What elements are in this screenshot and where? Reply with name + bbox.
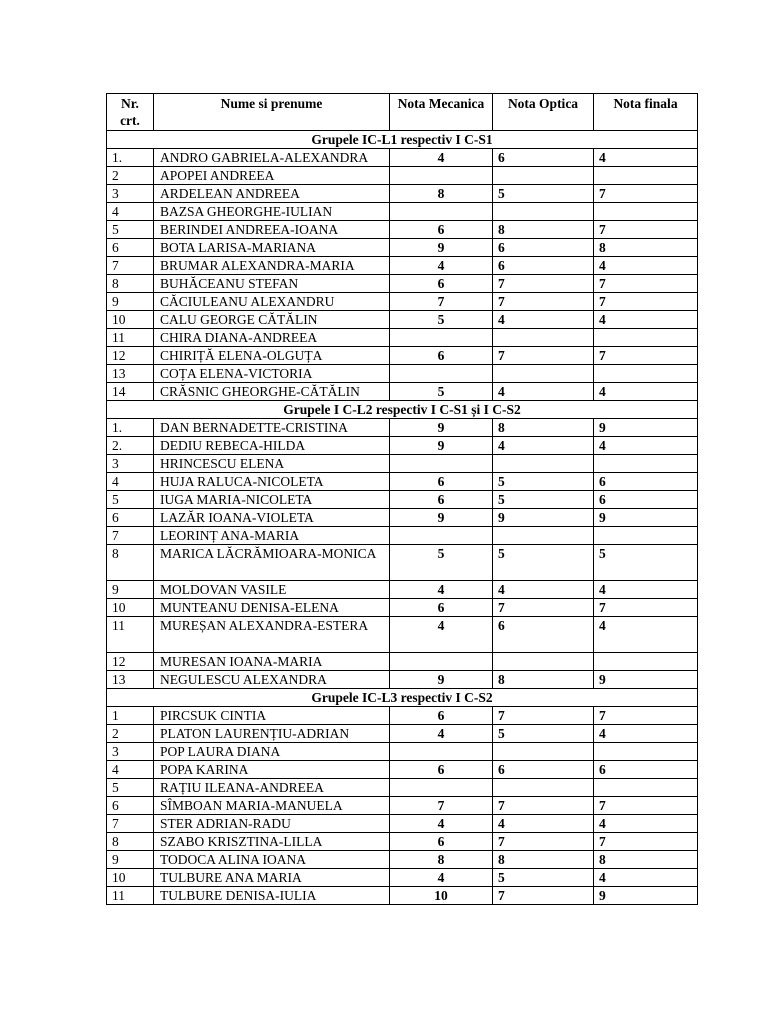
grade-optica: 7 — [493, 887, 594, 905]
grade-mecanica — [390, 167, 493, 185]
table-row — [107, 239, 698, 257]
group-title: Grupele IC-L3 respectiv I C-S2 — [107, 689, 698, 707]
grade-finala: 7 — [594, 599, 698, 617]
row-number: 4 — [107, 203, 154, 221]
row-number: 7 — [107, 257, 154, 275]
student-name: LEORINȚ ANA-MARIA — [154, 527, 390, 545]
row-number: 2. — [107, 437, 154, 455]
table-row — [107, 455, 698, 473]
header-nr: Nr. crt. — [107, 94, 154, 131]
student-name: BUHĂCEANU STEFAN — [154, 275, 390, 293]
student-name: CHIRIȚĂ ELENA-OLGUȚA — [154, 347, 390, 365]
grade-finala: 4 — [594, 311, 698, 329]
grade-mecanica: 4 — [390, 617, 493, 653]
row-number: 1 — [107, 707, 154, 725]
grade-finala: 4 — [594, 437, 698, 455]
table-row — [107, 797, 698, 815]
grade-optica: 5 — [493, 473, 594, 491]
student-name: MUREȘAN ALEXANDRA-ESTERA — [154, 617, 390, 653]
grade-finala: 6 — [594, 491, 698, 509]
grade-optica: 9 — [493, 509, 594, 527]
header-row — [107, 94, 698, 131]
table-row — [107, 671, 698, 689]
grade-finala: 8 — [594, 851, 698, 869]
table-row — [107, 509, 698, 527]
student-name: CRĂSNIC GHEORGHE-CĂTĂLIN — [154, 383, 390, 401]
grade-optica: 7 — [493, 293, 594, 311]
row-number: 9 — [107, 581, 154, 599]
grade-optica: 8 — [493, 851, 594, 869]
grade-optica — [493, 329, 594, 347]
grade-finala — [594, 527, 698, 545]
grade-optica: 7 — [493, 707, 594, 725]
grade-finala — [594, 203, 698, 221]
grade-mecanica — [390, 743, 493, 761]
grade-optica: 4 — [493, 815, 594, 833]
student-name: STER ADRIAN-RADU — [154, 815, 390, 833]
student-name: CĂCIULEANU ALEXANDRU — [154, 293, 390, 311]
table-row — [107, 221, 698, 239]
grade-finala: 7 — [594, 833, 698, 851]
table-row — [107, 293, 698, 311]
row-number: 4 — [107, 761, 154, 779]
grade-optica: 8 — [493, 671, 594, 689]
student-name: MURESAN IOANA-MARIA — [154, 653, 390, 671]
student-name: BRUMAR ALEXANDRA-MARIA — [154, 257, 390, 275]
row-number: 9 — [107, 293, 154, 311]
grade-optica: 5 — [493, 725, 594, 743]
table-row — [107, 545, 698, 581]
student-name: SZABO KRISZTINA-LILLA — [154, 833, 390, 851]
grade-optica — [493, 653, 594, 671]
group-row — [107, 401, 698, 419]
group-title: Grupele I C-L2 respectiv I C-S1 și I C-S2 — [107, 401, 698, 419]
grade-mecanica: 4 — [390, 725, 493, 743]
row-number: 10 — [107, 599, 154, 617]
grades-table — [106, 93, 698, 905]
grade-optica: 7 — [493, 797, 594, 815]
grade-finala: 7 — [594, 347, 698, 365]
row-number: 3 — [107, 743, 154, 761]
row-number: 5 — [107, 221, 154, 239]
grade-mecanica: 5 — [390, 545, 493, 581]
table-row — [107, 419, 698, 437]
grade-finala: 7 — [594, 185, 698, 203]
student-name: TULBURE ANA MARIA — [154, 869, 390, 887]
student-name: POPA KARINA — [154, 761, 390, 779]
table-row — [107, 851, 698, 869]
row-number: 6 — [107, 239, 154, 257]
grade-finala: 6 — [594, 473, 698, 491]
grade-mecanica: 6 — [390, 707, 493, 725]
grade-finala — [594, 743, 698, 761]
grade-optica — [493, 203, 594, 221]
group-row — [107, 131, 698, 149]
grade-optica — [493, 365, 594, 383]
student-name: HUJA RALUCA-NICOLETA — [154, 473, 390, 491]
grade-mecanica — [390, 455, 493, 473]
table-row — [107, 167, 698, 185]
grade-mecanica: 9 — [390, 671, 493, 689]
grade-finala — [594, 779, 698, 797]
row-number: 2 — [107, 725, 154, 743]
grade-mecanica: 4 — [390, 869, 493, 887]
grade-finala: 7 — [594, 797, 698, 815]
grade-optica — [493, 455, 594, 473]
grade-finala: 7 — [594, 221, 698, 239]
grade-mecanica: 4 — [390, 815, 493, 833]
grade-mecanica: 6 — [390, 833, 493, 851]
grade-finala: 4 — [594, 815, 698, 833]
row-number: 14 — [107, 383, 154, 401]
student-name: LAZĂR IOANA-VIOLETA — [154, 509, 390, 527]
grade-mecanica: 6 — [390, 761, 493, 779]
header-finala: Nota finala — [594, 94, 698, 131]
student-name: CALU GEORGE CĂTĂLIN — [154, 311, 390, 329]
grade-finala: 6 — [594, 761, 698, 779]
student-name: SÎMBOAN MARIA-MANUELA — [154, 797, 390, 815]
student-name: PLATON LAURENȚIU-ADRIAN — [154, 725, 390, 743]
grade-finala — [594, 455, 698, 473]
grade-mecanica: 6 — [390, 491, 493, 509]
row-number: 8 — [107, 833, 154, 851]
grade-optica: 6 — [493, 239, 594, 257]
header-mecanica: Nota Mecanica — [390, 94, 493, 131]
grade-mecanica: 5 — [390, 311, 493, 329]
student-name: TODOCA ALINA IOANA — [154, 851, 390, 869]
grade-mecanica: 4 — [390, 149, 493, 167]
table-row — [107, 383, 698, 401]
table-row — [107, 653, 698, 671]
grade-finala: 9 — [594, 887, 698, 905]
row-number: 6 — [107, 797, 154, 815]
table-row — [107, 581, 698, 599]
grade-optica: 5 — [493, 869, 594, 887]
table-row — [107, 725, 698, 743]
grade-mecanica: 9 — [390, 419, 493, 437]
table-row — [107, 761, 698, 779]
table-row — [107, 365, 698, 383]
student-name: BERINDEI ANDREEA-IOANA — [154, 221, 390, 239]
student-name: MARICA LĂCRĂMIOARA-MONICA — [154, 545, 390, 581]
grade-finala — [594, 329, 698, 347]
table-row — [107, 599, 698, 617]
table-row — [107, 527, 698, 545]
grade-mecanica — [390, 365, 493, 383]
row-number: 7 — [107, 815, 154, 833]
table-row — [107, 329, 698, 347]
student-name: CHIRA DIANA-ANDREEA — [154, 329, 390, 347]
grade-finala: 4 — [594, 257, 698, 275]
grade-finala: 7 — [594, 707, 698, 725]
row-number: 12 — [107, 653, 154, 671]
student-name: DAN BERNADETTE-CRISTINA — [154, 419, 390, 437]
grade-finala — [594, 653, 698, 671]
grade-optica: 5 — [493, 185, 594, 203]
table-body — [107, 131, 698, 905]
header-optica: Nota Optica — [493, 94, 594, 131]
row-number: 11 — [107, 617, 154, 653]
grade-mecanica: 7 — [390, 293, 493, 311]
grade-optica — [493, 779, 594, 797]
student-name: ANDRO GABRIELA-ALEXANDRA — [154, 149, 390, 167]
table-row — [107, 473, 698, 491]
grade-finala — [594, 365, 698, 383]
table-row — [107, 815, 698, 833]
grade-optica: 8 — [493, 221, 594, 239]
table-row — [107, 347, 698, 365]
student-name: MUNTEANU DENISA-ELENA — [154, 599, 390, 617]
table-row — [107, 833, 698, 851]
header-name: Nume si prenume — [154, 94, 390, 131]
table-row — [107, 203, 698, 221]
row-number: 8 — [107, 545, 154, 581]
grade-finala: 8 — [594, 239, 698, 257]
student-name: IUGA MARIA-NICOLETA — [154, 491, 390, 509]
row-number: 11 — [107, 887, 154, 905]
row-number: 5 — [107, 779, 154, 797]
table-row — [107, 743, 698, 761]
student-name: POP LAURA DIANA — [154, 743, 390, 761]
grade-optica: 7 — [493, 833, 594, 851]
grade-mecanica — [390, 527, 493, 545]
grade-finala — [594, 167, 698, 185]
table-row — [107, 707, 698, 725]
grade-optica: 4 — [493, 311, 594, 329]
student-name: PIRCSUK CINTIA — [154, 707, 390, 725]
row-number: 12 — [107, 347, 154, 365]
grade-finala: 4 — [594, 725, 698, 743]
grade-mecanica: 6 — [390, 347, 493, 365]
grade-optica — [493, 167, 594, 185]
grade-optica: 5 — [493, 491, 594, 509]
table-row — [107, 617, 698, 653]
grade-mecanica: 8 — [390, 185, 493, 203]
table-row — [107, 149, 698, 167]
grade-mecanica — [390, 779, 493, 797]
row-number: 10 — [107, 869, 154, 887]
student-name: APOPEI ANDREEA — [154, 167, 390, 185]
grade-optica: 6 — [493, 617, 594, 653]
table-row — [107, 887, 698, 905]
grade-mecanica: 6 — [390, 275, 493, 293]
row-number: 11 — [107, 329, 154, 347]
row-number: 8 — [107, 275, 154, 293]
table-row — [107, 185, 698, 203]
grade-mecanica: 6 — [390, 221, 493, 239]
grade-optica: 5 — [493, 545, 594, 581]
table-header — [107, 94, 698, 131]
table-row — [107, 437, 698, 455]
grade-mecanica: 6 — [390, 599, 493, 617]
student-name: TULBURE DENISA-IULIA — [154, 887, 390, 905]
row-number: 3 — [107, 185, 154, 203]
student-name: ARDELEAN ANDREEA — [154, 185, 390, 203]
table-row — [107, 779, 698, 797]
grade-mecanica: 9 — [390, 509, 493, 527]
grade-optica: 7 — [493, 599, 594, 617]
grade-finala: 7 — [594, 275, 698, 293]
student-name: BAZSA GHEORGHE-IULIAN — [154, 203, 390, 221]
row-number: 4 — [107, 473, 154, 491]
student-name: HRINCESCU ELENA — [154, 455, 390, 473]
grade-optica: 4 — [493, 437, 594, 455]
row-number: 7 — [107, 527, 154, 545]
row-number: 3 — [107, 455, 154, 473]
row-number: 13 — [107, 671, 154, 689]
grade-finala: 9 — [594, 419, 698, 437]
row-number: 5 — [107, 491, 154, 509]
table-row — [107, 869, 698, 887]
grade-mecanica: 4 — [390, 257, 493, 275]
table-row — [107, 311, 698, 329]
row-number: 9 — [107, 851, 154, 869]
grade-mecanica — [390, 203, 493, 221]
table-row — [107, 491, 698, 509]
grade-finala: 4 — [594, 383, 698, 401]
group-row — [107, 689, 698, 707]
grade-mecanica — [390, 329, 493, 347]
grade-mecanica: 9 — [390, 239, 493, 257]
student-name: COȚA ELENA-VICTORIA — [154, 365, 390, 383]
row-number: 10 — [107, 311, 154, 329]
grade-optica: 6 — [493, 761, 594, 779]
grade-finala: 4 — [594, 581, 698, 599]
table-row — [107, 275, 698, 293]
grade-optica: 8 — [493, 419, 594, 437]
group-title: Grupele IC-L1 respectiv I C-S1 — [107, 131, 698, 149]
row-number: 13 — [107, 365, 154, 383]
grade-mecanica: 10 — [390, 887, 493, 905]
grade-mecanica: 9 — [390, 437, 493, 455]
grade-optica — [493, 527, 594, 545]
student-name: DEDIU REBECA-HILDA — [154, 437, 390, 455]
grade-optica: 4 — [493, 581, 594, 599]
student-name: RAȚIU ILEANA-ANDREEA — [154, 779, 390, 797]
row-number: 1. — [107, 419, 154, 437]
grade-mecanica: 6 — [390, 473, 493, 491]
grade-optica: 4 — [493, 383, 594, 401]
grade-optica: 6 — [493, 257, 594, 275]
row-number: 1. — [107, 149, 154, 167]
grade-finala: 4 — [594, 617, 698, 653]
grade-mecanica: 5 — [390, 383, 493, 401]
grade-optica: 6 — [493, 149, 594, 167]
table-row — [107, 257, 698, 275]
grade-optica: 7 — [493, 347, 594, 365]
grade-optica: 7 — [493, 275, 594, 293]
grade-finala: 4 — [594, 869, 698, 887]
grade-finala: 4 — [594, 149, 698, 167]
grade-optica — [493, 743, 594, 761]
grade-mecanica: 8 — [390, 851, 493, 869]
grade-finala: 7 — [594, 293, 698, 311]
row-number: 6 — [107, 509, 154, 527]
student-name: BOTA LARISA-MARIANA — [154, 239, 390, 257]
row-number: 2 — [107, 167, 154, 185]
grade-finala: 9 — [594, 509, 698, 527]
student-name: NEGULESCU ALEXANDRA — [154, 671, 390, 689]
grade-finala: 9 — [594, 671, 698, 689]
grade-mecanica: 7 — [390, 797, 493, 815]
grade-mecanica — [390, 653, 493, 671]
grade-finala: 5 — [594, 545, 698, 581]
student-name: MOLDOVAN VASILE — [154, 581, 390, 599]
grade-mecanica: 4 — [390, 581, 493, 599]
